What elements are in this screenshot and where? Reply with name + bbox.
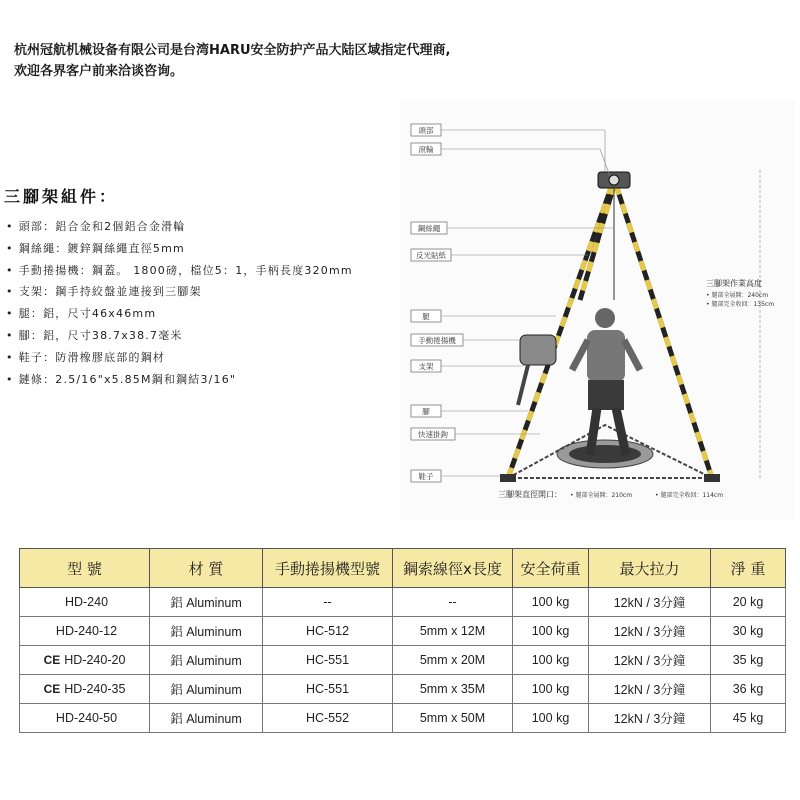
- parts-item: • 手動捲揚機：鋼蓋。 1800磅，檔位5：1，手柄長度320mm: [6, 260, 353, 282]
- label-shoe: 鞋子: [418, 472, 434, 481]
- cell-weight: 30 kg: [711, 617, 786, 646]
- parts-item: • 支架：鋼手持絞盤並連接到三腳架: [6, 281, 353, 303]
- cell-model: HD-240: [20, 588, 150, 617]
- cell-model: HD-240-12: [20, 617, 150, 646]
- cell-material: 鋁 Aluminum: [150, 704, 263, 733]
- pulley: [609, 175, 619, 185]
- left-foot: [500, 474, 516, 482]
- worker-hips: [588, 380, 624, 410]
- header-weight: 淨 重: [711, 549, 786, 588]
- cell-model: HD-240-50: [20, 704, 150, 733]
- table-row: [20, 704, 786, 733]
- table-row: [20, 617, 786, 646]
- cell-weight: 35 kg: [711, 646, 786, 675]
- label-pulley: 滾輪: [418, 145, 434, 154]
- cell-load: 100 kg: [513, 646, 589, 675]
- cell-model: CE HD-240-20: [20, 646, 150, 675]
- cell-material: 鋁 Aluminum: [150, 617, 263, 646]
- cell-pull: 12kN / 3分鐘: [589, 675, 711, 704]
- opening-full: • 腿部全展開：210cm: [570, 492, 633, 499]
- cell-load: 100 kg: [513, 617, 589, 646]
- label-bracket: 支架: [418, 362, 434, 371]
- header-load: 安全荷重: [513, 549, 589, 588]
- cell-pull: 12kN / 3分鐘: [589, 617, 711, 646]
- cell-cable: 5mm x 12M: [393, 617, 513, 646]
- label-foot: 腳: [422, 407, 430, 416]
- cell-load: 100 kg: [513, 675, 589, 704]
- cell-cable: 5mm x 50M: [393, 704, 513, 733]
- opening-title: 三腳架直徑開口：: [498, 490, 562, 499]
- cell-pull: 12kN / 3分鐘: [589, 588, 711, 617]
- label-reflective-sticker: 反光貼紙: [416, 251, 446, 260]
- cell-winch: HC-552: [263, 704, 393, 733]
- label-winch: 手動捲揚機: [418, 336, 456, 345]
- cell-cable: 5mm x 20M: [393, 646, 513, 675]
- cell-material: 鋁 Aluminum: [150, 646, 263, 675]
- cell-weight: 36 kg: [711, 675, 786, 704]
- cell-weight: 45 kg: [711, 704, 786, 733]
- parts-item: • 鏈條：2.5/16"x5.85M鋼和鋼結3/16": [6, 369, 353, 391]
- intro-line-1: 杭州冠航机械设备有限公司是台湾HARU安全防护产品大陆区域指定代理商,: [14, 43, 451, 58]
- header-material: 材 質: [150, 549, 263, 588]
- cell-load: 100 kg: [513, 588, 589, 617]
- header-winch: 手動捲揚機型號: [263, 549, 393, 588]
- cell-pull: 12kN / 3分鐘: [589, 704, 711, 733]
- cell-material: 鋁 Aluminum: [150, 675, 263, 704]
- header-model: 型 號: [20, 549, 150, 588]
- right-foot: [704, 474, 720, 482]
- cell-material: 鋁 Aluminum: [150, 588, 263, 617]
- parts-item: • 鞋子：防滑橡膠底部的鋼材: [6, 347, 353, 369]
- height-title: 三腳架作業高度: [706, 279, 762, 288]
- height-retracted: • 腿部完全收回：135cm: [706, 301, 775, 308]
- table-row: [20, 646, 786, 675]
- opening-retracted: • 腿部完全收回：114cm: [655, 492, 724, 499]
- table-row: [20, 675, 786, 704]
- intro-line-2: 欢迎各界客户前来洽谈咨询。: [14, 64, 184, 79]
- parts-item: • 頭部：鋁合金和2個鋁合金滑輪: [6, 216, 353, 238]
- table-row: [20, 588, 786, 617]
- parts-item: • 腳：鋁，尺寸38.7x38.7毫米: [6, 325, 353, 347]
- label-quick-hook: 快速掛鉤: [418, 430, 448, 439]
- ce-mark: CE: [43, 653, 61, 667]
- cell-winch: HC-551: [263, 675, 393, 704]
- cell-winch: HC-551: [263, 646, 393, 675]
- parts-item: • 腿：鋁，尺寸46x46mm: [6, 303, 353, 325]
- parts-title: 三腳架組件：: [4, 187, 119, 206]
- cell-weight: 20 kg: [711, 588, 786, 617]
- worker-torso: [587, 330, 625, 382]
- cell-winch: HC-512: [263, 617, 393, 646]
- spec-table: [19, 548, 786, 733]
- winch: [520, 335, 556, 365]
- header-pull: 最大拉力: [589, 549, 711, 588]
- ce-mark: CE: [43, 682, 61, 696]
- label-head: 頭部: [418, 126, 434, 135]
- cell-model: CE HD-240-35: [20, 675, 150, 704]
- cell-cable: --: [393, 588, 513, 617]
- cell-pull: 12kN / 3分鐘: [589, 646, 711, 675]
- table-header-row: [20, 549, 786, 588]
- label-wire-rope: 鋼絲繩: [417, 224, 441, 233]
- label-leg: 腿: [422, 312, 430, 321]
- height-full: • 腿部全展開：240cm: [706, 292, 769, 299]
- worker-head: [595, 308, 615, 328]
- cell-cable: 5mm x 35M: [393, 675, 513, 704]
- cell-load: 100 kg: [513, 704, 589, 733]
- header-cable: 鋼索線徑x長度: [393, 549, 513, 588]
- cell-winch: --: [263, 588, 393, 617]
- parts-item: • 鋼絲繩：鍍鋅鋼絲繩直徑5mm: [6, 238, 353, 260]
